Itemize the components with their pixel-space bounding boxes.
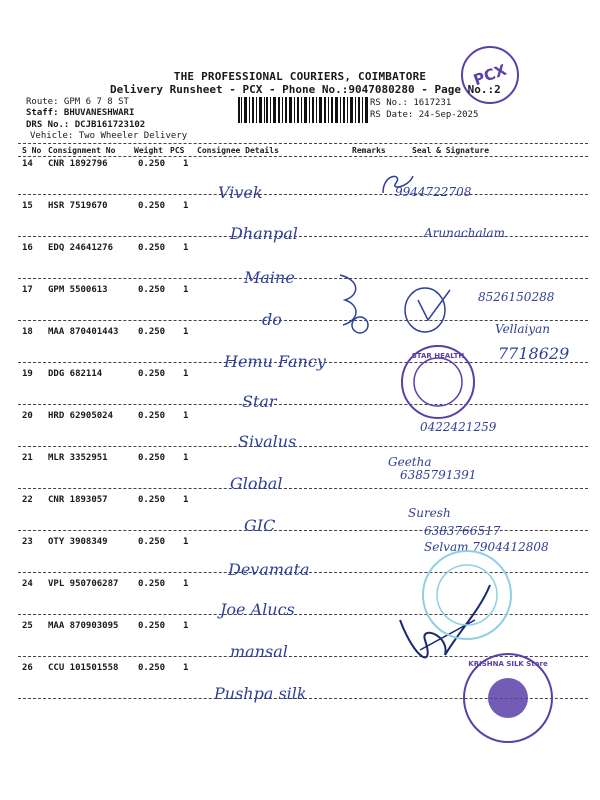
handwritten-name: Suresh (408, 506, 451, 520)
row-weight: 0.250 (138, 621, 166, 631)
row-consignment: HRD 62905024 (48, 411, 114, 421)
table-row (0, 453, 600, 495)
row-sno: 24 (22, 579, 33, 589)
star-health-stamp-text: STAR HEALTH (411, 352, 465, 360)
row-pcs: 1 (183, 579, 189, 589)
header-rule-bottom (18, 156, 588, 157)
handwritten-phone: 9944722708 (395, 185, 472, 199)
handwritten-phone: 6385791391 (400, 468, 477, 482)
col-sno: S No (22, 146, 42, 155)
pcx-stamp-text: PCX (471, 60, 509, 90)
handwritten-phone: 6383766517 (424, 524, 501, 538)
row-sno: 25 (22, 621, 33, 631)
handwritten-consignee: Hemu Fancy (224, 352, 326, 371)
col-pcs: PCS (170, 146, 185, 155)
signature-scribble-icon (378, 168, 418, 198)
row-pcs: 1 (183, 411, 189, 421)
col-seal: Seal & Signature (412, 146, 490, 155)
row-weight: 0.250 (138, 663, 166, 673)
row-pcs: 1 (183, 369, 189, 379)
handwritten-consignee: Joe Alucs (220, 600, 295, 619)
handwritten-consignee: Sivalus (238, 432, 297, 451)
handwritten-consignee: mansal (230, 642, 288, 661)
table-row (0, 243, 600, 285)
row-rule (18, 404, 588, 405)
star-health-stamp (398, 342, 478, 422)
row-consignment: CCU 101501558 (48, 663, 119, 673)
row-rule (18, 488, 588, 489)
vehicle-label: Vehicle: Two Wheeler Delivery (30, 131, 188, 141)
row-consignment: MAA 870401443 (48, 327, 119, 337)
row-consignment: HSR 7519670 (48, 201, 108, 211)
handwritten-signature: Arunachalam (424, 226, 505, 240)
row-consignment: CNR 1893057 (48, 495, 108, 505)
row-consignment: MLR 3352951 (48, 453, 108, 463)
row-rule (18, 530, 588, 531)
signature-scribble-icon (335, 270, 375, 340)
row-weight: 0.250 (138, 285, 166, 295)
row-pcs: 1 (183, 495, 189, 505)
col-remarks: Remarks (352, 146, 386, 155)
row-sno: 20 (22, 411, 33, 421)
col-consignment: Consignment No (48, 146, 116, 155)
row-weight: 0.250 (138, 243, 166, 253)
handwritten-name: Geetha (388, 455, 432, 469)
row-rule (18, 194, 588, 195)
handwritten-consignee: Global (230, 474, 283, 493)
table-row (0, 159, 600, 201)
row-pcs: 1 (183, 159, 189, 169)
handwritten-consignee: Dhanpal (230, 224, 298, 243)
krishna-silk-store-stamp (460, 650, 556, 746)
row-rule (18, 278, 588, 279)
company-title: THE PROFESSIONAL COURIERS, COIMBATORE (173, 70, 427, 83)
signature-scribble-icon (400, 285, 460, 335)
row-rule (18, 320, 588, 321)
row-rule (18, 446, 588, 447)
table-row (0, 201, 600, 243)
table-row (0, 411, 600, 453)
header-rule-top (18, 143, 588, 144)
table-row (0, 495, 600, 537)
handwritten-consignee: do (262, 310, 282, 329)
row-weight: 0.250 (138, 579, 166, 589)
handwritten-consignee: Star (242, 392, 277, 411)
drs-number: DRS No.: DCJB161723102 (26, 120, 146, 130)
handwritten-consignee: Pushpa silk (214, 684, 307, 703)
row-consignment: CNR 1892796 (48, 159, 108, 169)
handwritten-phone: 7718629 (498, 344, 570, 363)
handwritten-signature: Selvam 7904412808 (424, 540, 549, 554)
row-sno: 18 (22, 327, 33, 337)
barcode (238, 97, 368, 123)
staff-label: Staff: BHUVANESHWARI (26, 108, 135, 118)
handwritten-consignee: Maine (244, 268, 295, 287)
col-consignee: Consignee Details (197, 146, 279, 155)
row-pcs: 1 (183, 201, 189, 211)
handwritten-consignee: Vivek (218, 183, 263, 202)
row-sno: 16 (22, 243, 33, 253)
row-pcs: 1 (183, 621, 189, 631)
handwritten-signature: Vellaiyan (495, 322, 550, 336)
table-row (0, 369, 600, 411)
row-weight: 0.250 (138, 159, 166, 169)
row-sno: 26 (22, 663, 33, 673)
row-weight: 0.250 (138, 201, 166, 211)
row-consignment: MAA 870903095 (48, 621, 119, 631)
handwritten-phone: 0422421259 (420, 420, 497, 434)
row-sno: 14 (22, 159, 33, 169)
row-consignment: VPL 950706287 (48, 579, 119, 589)
row-weight: 0.250 (138, 453, 166, 463)
rs-date: RS Date: 24-Sep-2025 (370, 110, 479, 120)
row-weight: 0.250 (138, 495, 166, 505)
row-pcs: 1 (183, 243, 189, 253)
row-weight: 0.250 (138, 411, 166, 421)
row-sno: 23 (22, 537, 33, 547)
handwritten-consignee: Devamata (228, 560, 310, 579)
row-sno: 21 (22, 453, 33, 463)
row-consignment: OTY 3908349 (48, 537, 108, 547)
faint-round-stamp (418, 546, 516, 644)
row-sno: 15 (22, 201, 33, 211)
row-weight: 0.250 (138, 537, 166, 547)
runsheet-subtitle: Delivery Runsheet - PCX - Phone No.:9047080280 - Page No.:2 (110, 83, 501, 96)
row-pcs: 1 (183, 453, 189, 463)
row-sno: 17 (22, 285, 33, 295)
route-label: Route: GPM 6 7 8 ST (26, 97, 129, 107)
handwritten-phone: 8526150288 (478, 290, 555, 304)
row-pcs: 1 (183, 663, 189, 673)
row-pcs: 1 (183, 327, 189, 337)
row-consignment: EDQ 24641276 (48, 243, 114, 253)
row-weight: 0.250 (138, 369, 166, 379)
row-pcs: 1 (183, 537, 189, 547)
row-consignment: GPM 5500613 (48, 285, 108, 295)
row-sno: 19 (22, 369, 33, 379)
row-consignment: DDG 682114 (48, 369, 103, 379)
row-sno: 22 (22, 495, 33, 505)
krishna-stamp-text: KRISHNA SILK Store (468, 660, 548, 668)
rs-number: RS No.: 1617231 (370, 98, 452, 108)
row-pcs: 1 (183, 285, 189, 295)
col-weight: Weight (134, 146, 163, 155)
handwritten-consignee: GIC (244, 516, 276, 535)
row-weight: 0.250 (138, 327, 166, 337)
